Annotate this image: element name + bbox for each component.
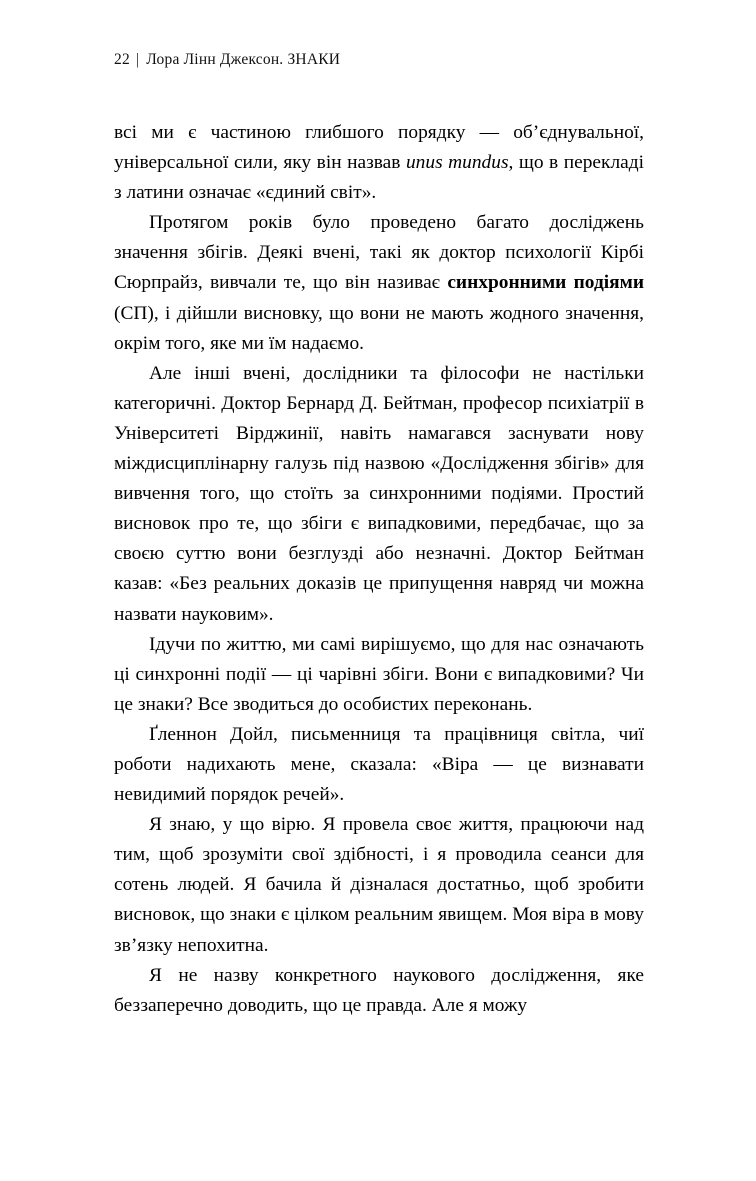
paragraph-6: Я знаю, у що вірю. Я провела своє життя, працюючи над тим, щоб зрозуміти свої здібності, і я проводила сеанси для сотень людей. Я бачила й дізналася достатньо, щоб зробити висновок, що знаки є цілком реальним явищем. Моя віра в мову зв’язку непохитна. xyxy=(114,814,644,956)
latin-term-unus-mundus: unus mundus xyxy=(405,152,509,174)
page-number: 22 xyxy=(114,51,130,68)
paragraph-5: Ґленнон Дойл, письменниця та працівниця світла, чиї роботи надихають мене, сказала: «Віра — це визнавати невидимий порядок речей». xyxy=(114,723,644,806)
paragraph-7: Я не назву конкретного наукового дослідження, яке беззаперечно доводить, що це правда. Але я можу xyxy=(114,964,644,1016)
paragraph-2 xyxy=(114,208,644,358)
paragraph-1-text-after-italic: , що в перекладі з латини означає «єдиний світ». xyxy=(114,152,644,204)
running-head-separator: | xyxy=(135,51,140,68)
bold-term-synchronous-events: синхронними подіями xyxy=(447,272,645,294)
book-title: Лора Лінн Джексон. ЗНАКИ xyxy=(146,51,341,68)
paragraph-2-text-before-bold: Протягом років було проведено багато досліджень значення збігів. Деякі вчені, такі як доктор психології Кірбі Сюрпрайз, вивчали те, що він називає xyxy=(114,212,644,294)
body-text-block xyxy=(114,118,644,1021)
paragraph-2-text-after-bold: (СП), і дійшли висновку, що вони не мають жодного значення, окрім того, яке ми їм надаємо. xyxy=(114,302,644,354)
paragraph-4: Ідучи по життю, ми самі вирішуємо, що для нас означають ці синхронні події — ці чарівні збіги. Вони є випадковими? Чи це знаки? Все зводиться до особистих переконань. xyxy=(114,633,644,715)
paragraph-3: Але інші вчені, дослідники та філософи не настільки категоричні. Доктор Бернард Д. Бейтман, професор психіатрії в Університеті Вірджинії, навіть намагався заснувати нову міждисциплінарну галузь під назвою «Дослідження збігів» для вивчення того, що стоїть за синхронними подіями. Простий висновок про те, що збіги є випадковими, передбачає, що за своєю суттю вони безглузді або незначні. Доктор Бейтман казав: «Без реальних доказів це припущення навряд чи можна назвати науковим». xyxy=(114,362,644,625)
paragraph-1-text-before-italic: всі ми є частиною глибшого порядку — об’єднувальної, універсальної сили, яку він назвав xyxy=(114,122,644,174)
running-head xyxy=(114,50,643,70)
paragraph-1 xyxy=(114,118,644,208)
